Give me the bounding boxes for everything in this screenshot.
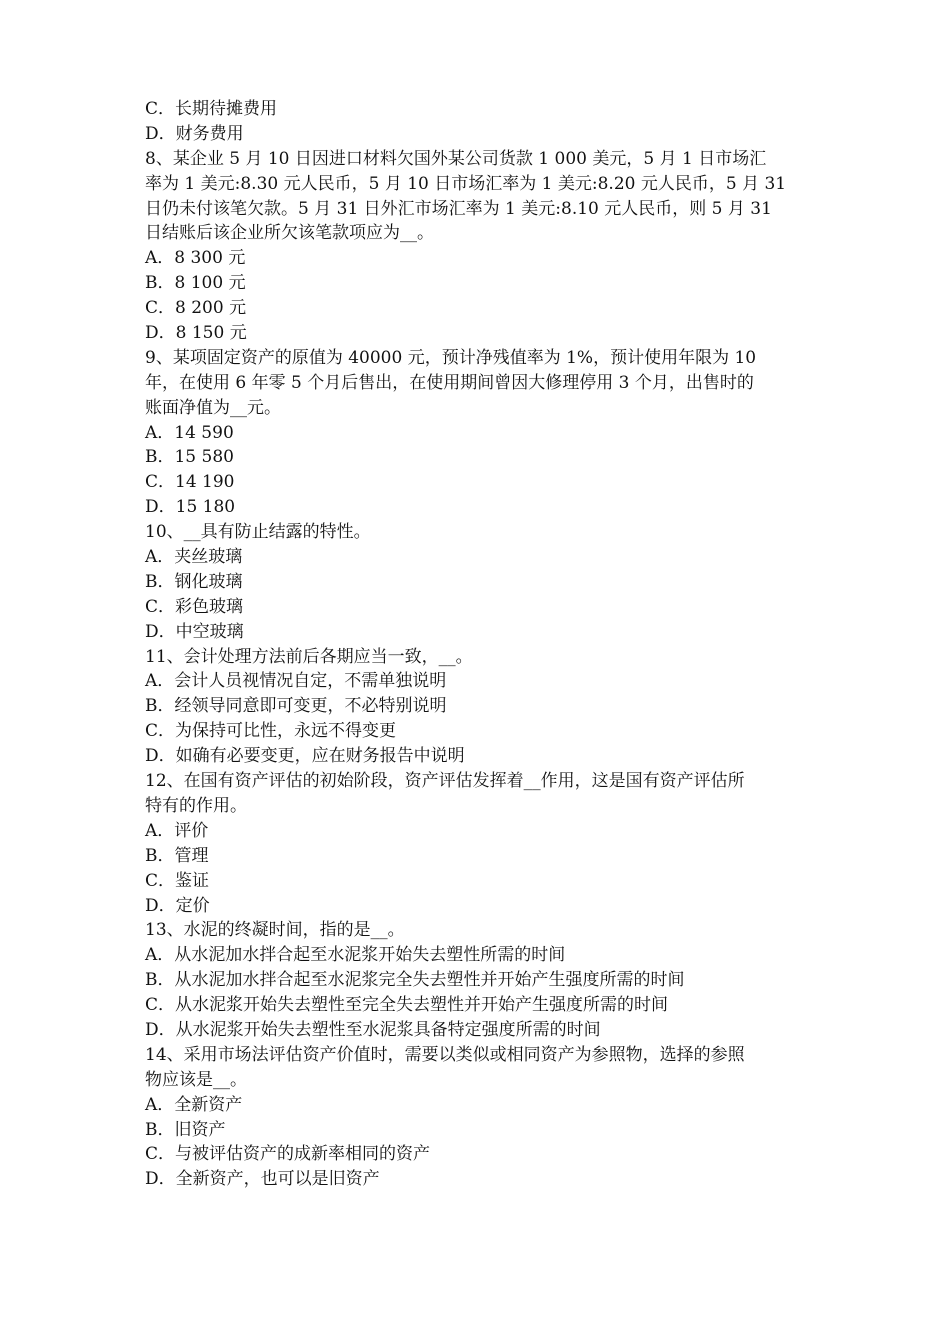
question-line: 11、会计处理方法前后各期应当一致，__。 [145,646,473,667]
question-stem [145,645,810,670]
question-line: 率为 1 美元:8.30 元人民币，5 月 10 日市场汇率为 1 美元:8.20 元人民币，5 月 31 [145,173,787,194]
question-line: 13、水泥的终凝时间，指的是__。 [145,920,405,941]
answer-option: A．夹丝玻璃 [145,547,243,568]
question-line: 12、在国有资产评估的初始阶段，资产评估发挥着__作用，这是国有资产评估所 [145,771,745,792]
answer-option: B．经领导同意即可变更，不必特别说明 [145,696,447,717]
answer-option: B．管理 [145,845,209,866]
answer-option: A．会计人员视情况自定，不需单独说明 [145,671,447,692]
answer-option: C．从水泥浆开始失去塑性至完全失去塑性并开始产生强度所需的时间 [145,995,669,1016]
question-line: 物应该是__。 [145,1069,247,1090]
answer-option: D．定价 [145,895,210,916]
answer-option: D．8 150 元 [145,323,247,344]
question-stem [145,520,810,545]
question-stem [145,918,810,943]
answer-option: B．从水泥加水拌合起至水泥浆完全失去塑性并开始产生强度所需的时间 [145,970,685,991]
answer-option: A．14 590 [145,422,234,443]
answer-option: A．全新资产 [145,1094,243,1115]
answer-option: D．中空玻璃 [145,621,244,642]
question-stem [145,769,810,819]
question-line: 日仍未付该笔欠款。5 月 31 日外汇市场汇率为 1 美元:8.10 元人民币，则 5 月 31 [145,198,772,219]
answer-option: A．从水泥加水拌合起至水泥浆开始失去塑性所需的时间 [145,945,566,966]
answer-option: D．从水泥浆开始失去塑性至水泥浆具备特定强度所需的时间 [145,1019,601,1040]
answer-option: C．为保持可比性，永远不得变更 [145,721,397,742]
question-line: 14、采用市场法评估资产价值时，需要以类似或相同资产为参照物，选择的参照 [145,1044,745,1065]
answer-option: D．如确有必要变更，应在财务报告中说明 [145,746,465,767]
answer-option: D．15 180 [145,497,236,518]
question-line: 10、__具有防止结露的特性。 [145,522,371,543]
answer-option: C．8 200 元 [145,298,247,319]
answer-option: C．与被评估资产的成新率相同的资产 [145,1144,431,1165]
question-stem [145,346,810,421]
question-line: 特有的作用。 [145,795,247,816]
answer-option: C．14 190 [145,472,235,493]
question-line: 8、某企业 5 月 10 日因进口材料欠国外某公司货款 1 000 美元，5 月 1 日市场汇 [145,148,767,169]
document-page [145,97,810,1192]
answer-option: B．钢化玻璃 [145,571,243,592]
answer-option: B．8 100 元 [145,273,246,294]
question-line: 日结账后该企业所欠该笔款项应为__。 [145,223,434,244]
answer-option: C．鉴证 [145,870,210,891]
answer-option: B．15 580 [145,447,234,468]
answer-option: C．彩色玻璃 [145,596,244,617]
answer-option: D．全新资产，也可以是旧资产 [145,1169,380,1190]
answer-option: C．长期待摊费用 [145,99,278,119]
answer-option: B．旧资产 [145,1119,226,1140]
answer-option: A．8 300 元 [145,248,246,269]
answer-option: D．财务费用 [145,123,244,144]
question-stem [145,147,810,247]
question-line: 账面净值为__元。 [145,397,281,418]
answer-option: A．评价 [145,820,209,841]
question-stem [145,1043,810,1093]
question-line: 年，在使用 6 年零 5 个月后售出，在使用期间曾因大修理停用 3 个月，出售时的 [145,372,754,393]
question-line: 9、某项固定资产的原值为 40000 元，预计净残值率为 1%，预计使用年限为 10 [145,347,757,368]
